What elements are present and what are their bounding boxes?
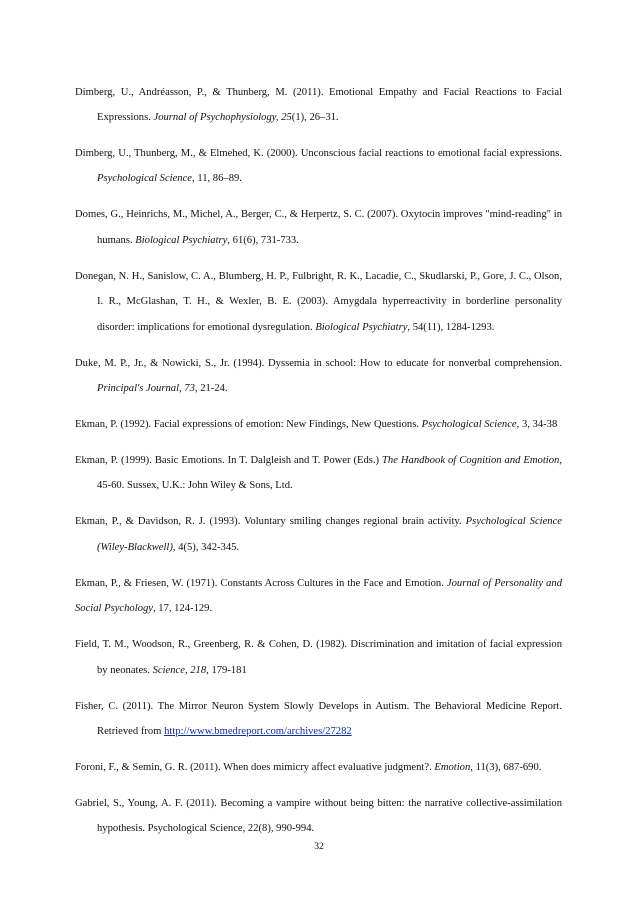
reference-list: [75, 69, 562, 850]
reference-text: Ekman, P. (1992). Facial expressions of emotion: New Findings, New Questions.: [75, 419, 422, 431]
reference-source: Biological Psychiatry: [315, 321, 408, 333]
reference-details: , 3, 34-38: [516, 419, 558, 431]
reference-entry: [75, 141, 562, 192]
reference-text: Field, T. M., Woodson, R., Greenberg, R. & Cohen, D. (1982). Discrimination and imitation of facial expression by neonates.: [75, 639, 562, 676]
reference-entry: [75, 448, 562, 499]
reference-source: Journal of Personality and Social Psychology: [75, 577, 562, 615]
page-number: 32: [314, 842, 324, 852]
reference-text: Ekman, P., & Davidson, R. J. (1993). Voluntary smiling changes regional brain activity.: [75, 516, 466, 528]
reference-details: , 61(6), 731-733.: [227, 234, 299, 246]
reference-details: , 45-60. Sussex, U.K.: John Wiley & Sons, Ltd.: [97, 455, 562, 492]
reference-entry: [75, 632, 562, 683]
reference-entry: [75, 80, 562, 131]
reference-text: Dimberg, U., Thunberg, M., & Elmehed, K. (2000). Unconscious facial reactions to emotional facial expressions.: [75, 148, 562, 159]
reference-entry: [75, 351, 562, 402]
reference-details: , 21-24.: [194, 383, 228, 395]
reference-text: Ekman, P. (1999). Basic Emotions. In T. Dalgleish and T. Power (Eds.): [75, 455, 383, 467]
reference-source: Psychological Science (Wiley-Blackwell): [97, 516, 563, 553]
reference-link[interactable]: http://www.bmedreport.com/archives/27282: [164, 726, 352, 738]
reference-text: Donegan, N. H., Sanislow, C. A., Blumberg, H. P., Fulbright, R. K., Lacadie, C., Skudlarski, P., Gore, J. C., Olson, I. R., McGlashan, T. H., & Wexler, B. E. (2003). Amygdala hyperreactivity in borderline personality disorder: implications for emotional dysregulation.: [75, 270, 562, 333]
reference-source: Biological Psychiatry: [135, 234, 228, 246]
reference-entry: [75, 264, 562, 340]
reference-entry: [75, 412, 562, 437]
reference-entry: [75, 202, 562, 253]
reference-details: , 54(11), 1284-1293.: [407, 321, 495, 333]
reference-text: Foroni, F., & Semin, G. R. (2011). When does mimicry affect evaluative judgment?.: [75, 762, 435, 774]
reference-details: (1), 26–31.: [291, 112, 339, 123]
reference-details: , 4(5), 342-345.: [172, 541, 240, 553]
reference-text: Domes, G., Heinrichs, M., Michel, A., Berger, C., & Herpertz, S. C. (2007). Oxytocin improves "mind-reading" in humans.: [75, 209, 562, 246]
reference-entry: [75, 509, 562, 560]
reference-entry: [75, 694, 562, 745]
reference-text: Dimberg, U., Andréasson, P., & Thunberg, M. (2011). Emotional Empathy and Facial Reactions to Facial Expressions.: [75, 86, 562, 123]
reference-details: , 17, 124-129.: [152, 603, 213, 615]
reference-entry: [75, 755, 562, 780]
reference-source: Psychological Science: [97, 173, 193, 185]
reference-source: Emotion: [434, 762, 471, 774]
reference-source: Journal of Psychophysiology, 25: [153, 112, 292, 123]
reference-entry: [75, 571, 562, 622]
reference-text: Ekman, P., & Friesen, W. (1971). Constants Across Cultures in the Face and Emotion.: [75, 577, 447, 589]
reference-details: 179-181: [208, 664, 247, 676]
reference-text: Fisher, C. (2011). The Mirror Neuron System Slowly Develops in Autism. The Behavioral Medicine Report. Retrieved from: [75, 700, 562, 738]
reference-source: The Handbook of Cognition and Emotion: [382, 455, 560, 467]
reference-source: Science, 218,: [152, 664, 209, 676]
reference-source: Principal's Journal, 73: [97, 383, 195, 395]
reference-text: Duke, M. P., Jr., & Nowicki, S., Jr. (1994). Dyssemia in school: How to educate for nonverbal comprehension.: [75, 357, 562, 369]
reference-details: , 11(3), 687-690.: [470, 762, 542, 774]
reference-source: Psychological Science: [421, 419, 517, 431]
reference-details: , 11, 86–89.: [192, 173, 242, 185]
reference-entry: [75, 791, 562, 842]
reference-text: Gabriel, S., Young, A. F. (2011). Becoming a vampire without being bitten: the narrative collective-assimilation hypothesis. Psychological Science, 22(8), 990-994.: [75, 798, 562, 835]
